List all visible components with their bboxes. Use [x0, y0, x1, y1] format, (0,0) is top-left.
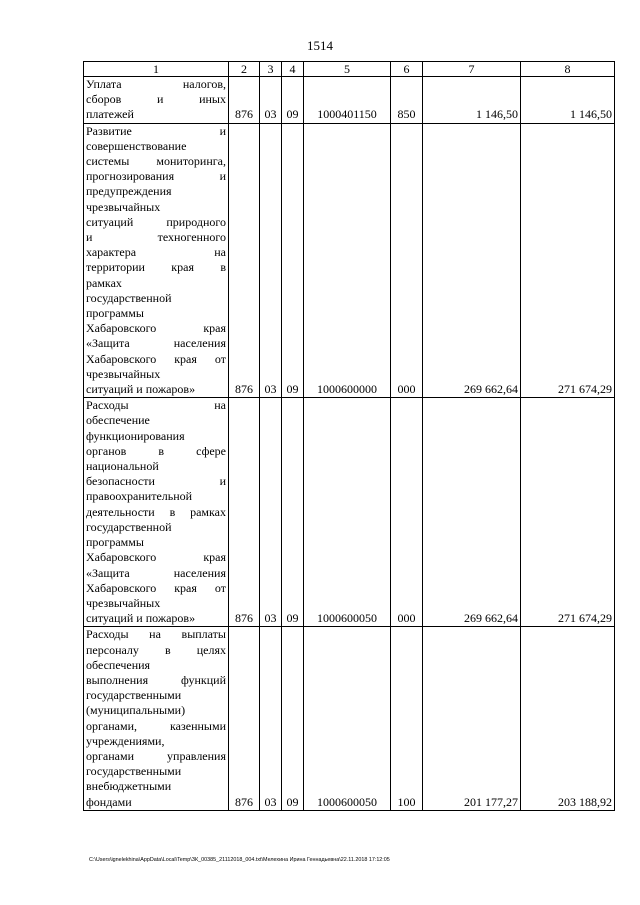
- description-line: платежей: [86, 107, 134, 122]
- column-header: 5: [304, 62, 391, 77]
- amount-year-2: 271 674,29: [521, 398, 615, 627]
- description-line: сборов и иных: [86, 92, 226, 107]
- expense-type-code: 850: [391, 77, 423, 124]
- description-line: Расходы на выплаты: [86, 627, 226, 642]
- description-line: ситуаций природного: [86, 214, 226, 229]
- description-line: ситуаций и пожаров»: [86, 611, 196, 626]
- amount-year-1: 201 177,27: [423, 627, 521, 810]
- target-article-code: 1000401150: [304, 77, 391, 124]
- amount-year-2: 203 188,92: [521, 627, 615, 810]
- subsection-code: 09: [282, 398, 304, 627]
- table-row: [84, 627, 615, 810]
- row-description: [84, 123, 229, 398]
- subsection-code: 09: [282, 77, 304, 124]
- description-line: системы мониторинга,: [86, 154, 226, 169]
- description-line: государственной: [86, 290, 172, 305]
- description-line: «Защита населения: [86, 565, 226, 580]
- section-code: 03: [260, 398, 282, 627]
- file-path-footer: C:\Users\ignelekhina\AppData\Local\Temp\ЗК_00385_21112018_004.txt\Мелехина Ирина Геннадьевна\22.11.2018 17:12:05: [89, 857, 390, 863]
- description-line: ситуаций и пожаров»: [86, 382, 196, 397]
- description-line: Расходы на: [86, 398, 226, 413]
- description-line: выполнения функций: [86, 672, 226, 687]
- description-line: «Защита населения: [86, 336, 226, 351]
- description-line: государственными: [86, 688, 182, 703]
- description-line: деятельности в рамках: [86, 504, 226, 519]
- description-line: и техногенного: [86, 230, 226, 245]
- header-row: [84, 62, 615, 77]
- column-header: 4: [282, 62, 304, 77]
- amount-year-1: 269 662,64: [423, 123, 521, 398]
- description-line: чрезвычайных: [86, 199, 161, 214]
- description-line: Развитие и: [86, 123, 226, 138]
- table-row: [84, 77, 615, 124]
- description-line: чрезвычайных: [86, 366, 161, 381]
- description-line: правоохранительной: [86, 489, 193, 504]
- row-description: [84, 398, 229, 627]
- description-line: персоналу в целях: [86, 642, 226, 657]
- row-description: [84, 627, 229, 810]
- description-line: Хабаровского края от: [86, 580, 226, 595]
- description-line: Уплата налогов,: [86, 77, 226, 91]
- page-number: 1514: [307, 38, 333, 53]
- expense-type-code: 000: [391, 398, 423, 627]
- table-row: [84, 398, 615, 627]
- description-line: рамках: [86, 275, 122, 290]
- description-line: внебюджетными: [86, 779, 172, 794]
- description-line: прогнозирования и: [86, 169, 226, 184]
- section-code: 03: [260, 77, 282, 124]
- column-header: 2: [229, 62, 260, 77]
- subsection-code: 09: [282, 123, 304, 398]
- description-line: обеспечения: [86, 657, 151, 672]
- department-code: 876: [229, 627, 260, 810]
- table-row: [84, 123, 615, 398]
- column-header: 1: [84, 62, 229, 77]
- description-line: характера на: [86, 245, 226, 260]
- department-code: 876: [229, 123, 260, 398]
- expense-type-code: 000: [391, 123, 423, 398]
- description-line: национальной: [86, 459, 159, 474]
- target-article-code: 1000600050: [304, 627, 391, 810]
- description-line: органами, казенными: [86, 718, 226, 733]
- column-header: 6: [391, 62, 423, 77]
- column-header: 7: [423, 62, 521, 77]
- subsection-code: 09: [282, 627, 304, 810]
- department-code: 876: [229, 398, 260, 627]
- description-line: территории края в: [86, 260, 226, 275]
- section-code: 03: [260, 123, 282, 398]
- description-line: учреждениями,: [86, 733, 165, 748]
- description-line: чрезвычайных: [86, 595, 161, 610]
- description-line: Хабаровского края: [86, 550, 226, 565]
- description-line: предупреждения: [86, 184, 172, 199]
- target-article-code: 1000600050: [304, 398, 391, 627]
- description-line: программы: [86, 306, 144, 321]
- description-line: функционирования: [86, 428, 185, 443]
- column-header: 3: [260, 62, 282, 77]
- section-code: 03: [260, 627, 282, 810]
- department-code: 876: [229, 77, 260, 124]
- expense-type-code: 100: [391, 627, 423, 810]
- description-line: безопасности и: [86, 474, 226, 489]
- amount-year-1: 1 146,50: [423, 77, 521, 124]
- amount-year-1: 269 662,64: [423, 398, 521, 627]
- target-article-code: 1000600000: [304, 123, 391, 398]
- row-description: [84, 77, 229, 124]
- description-line: органов в сфере: [86, 443, 226, 458]
- amount-year-2: 1 146,50: [521, 77, 615, 124]
- description-line: фондами: [86, 794, 132, 809]
- description-line: Хабаровского края: [86, 321, 226, 336]
- description-line: (муниципальными): [86, 703, 186, 718]
- description-line: обеспечение: [86, 413, 150, 428]
- description-line: программы: [86, 535, 144, 550]
- description-line: органами управления: [86, 748, 226, 763]
- column-header: 8: [521, 62, 615, 77]
- budget-table: [83, 61, 615, 811]
- amount-year-2: 271 674,29: [521, 123, 615, 398]
- description-line: Хабаровского края от: [86, 351, 226, 366]
- description-line: государственными: [86, 764, 182, 779]
- description-line: государственной: [86, 519, 172, 534]
- description-line: совершенствование: [86, 138, 187, 153]
